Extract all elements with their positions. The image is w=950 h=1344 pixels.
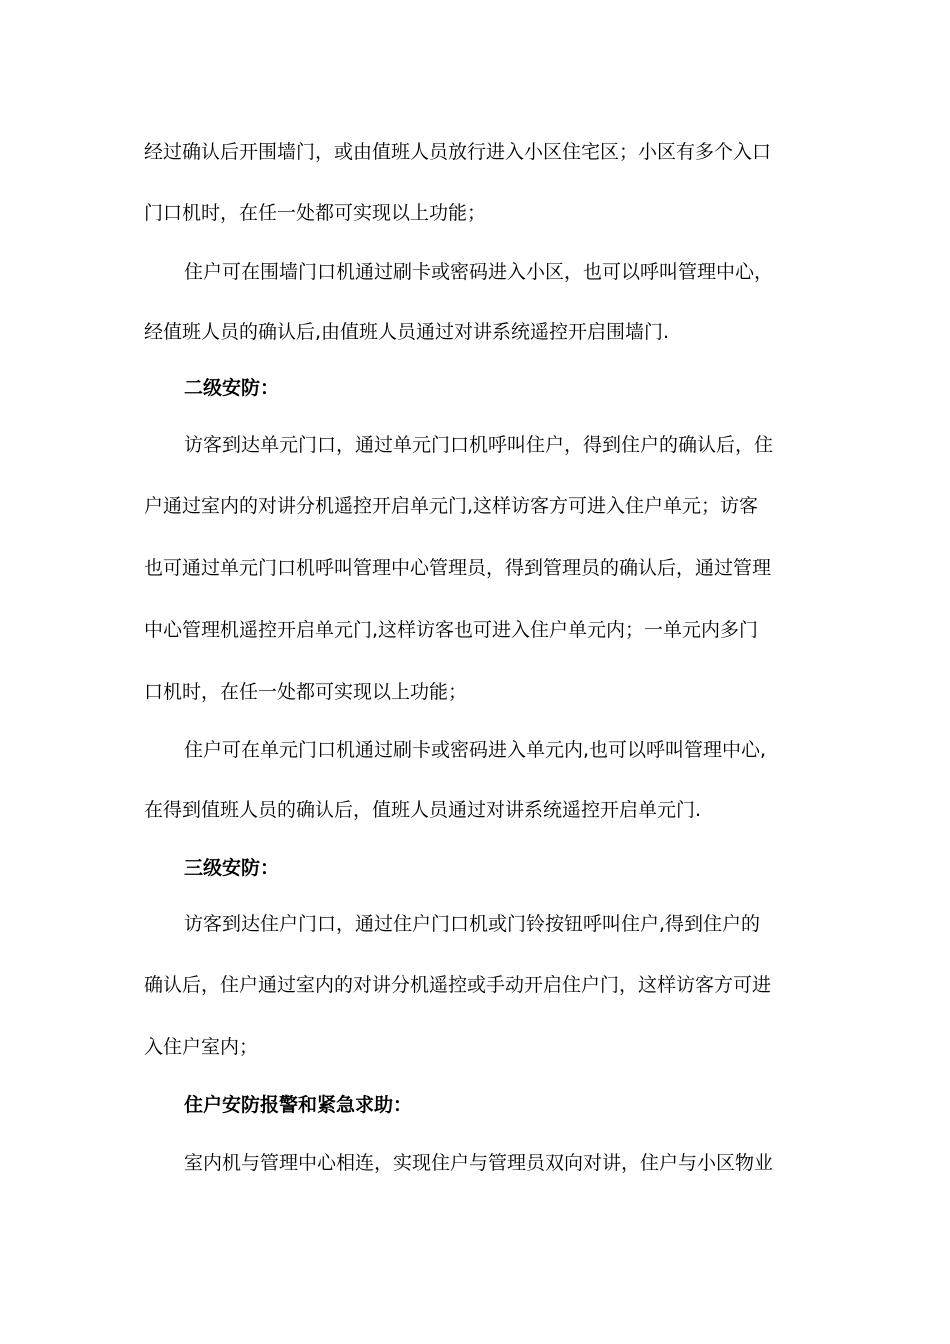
paragraph-first-line: 住户可在单元门口机通过刷卡或密码进入单元内,也可以呼叫管理中心,	[184, 739, 767, 761]
body-text-line: 户通过室内的对讲分机遥控开启单元门,这样访客方可进入住户单元；访客	[144, 495, 759, 517]
paragraph-first-line: 室内机与管理中心相连，实现住户与管理员双向对讲，住户与小区物业	[184, 1152, 774, 1174]
body-text-line: 口机时，在任一处都可实现以上功能；	[144, 681, 468, 703]
body-text-line: 确认后，住户通过室内的对讲分机遥控或手动开启住户门，这样访客方可进	[144, 974, 772, 996]
body-text-line: 入住户室内；	[144, 1036, 259, 1058]
body-text-line: 门口机时，在任一处都可实现以上功能；	[144, 202, 487, 224]
body-text-line: 也可通过单元门口机呼叫管理中心管理员，得到管理员的确认后，通过管理	[144, 557, 772, 579]
section-heading-level-3: 三级安防：	[184, 857, 280, 879]
section-heading-level-2: 二级安防：	[184, 377, 280, 399]
body-text-line: 经过确认后开围墙门，或由值班人员放行进入小区住宅区；小区有多个入口	[144, 141, 772, 163]
section-heading-alarm: 住户安防报警和紧急求助：	[184, 1094, 413, 1116]
body-text-line: 中心管理机遥控开启单元门,这样访客也可进入住户单元内；一单元内多门	[144, 619, 759, 641]
body-text-line: 经值班人员的确认后,由值班人员通过对讲系统遥控开启围墙门.	[144, 321, 670, 343]
paragraph-first-line: 访客到达住户门口，通过住户门口机或门铃按钮呼叫住户,得到住户的	[184, 913, 761, 935]
body-text-line: 在得到值班人员的确认后，值班人员通过对讲系统遥控开启单元门.	[144, 799, 702, 821]
paragraph-first-line: 住户可在围墙门口机通过刷卡或密码进入小区，也可以呼叫管理中心，	[184, 261, 774, 283]
paragraph-first-line: 访客到达单元门口，通过单元门口机呼叫住户，得到住户的确认后，住	[184, 434, 774, 456]
